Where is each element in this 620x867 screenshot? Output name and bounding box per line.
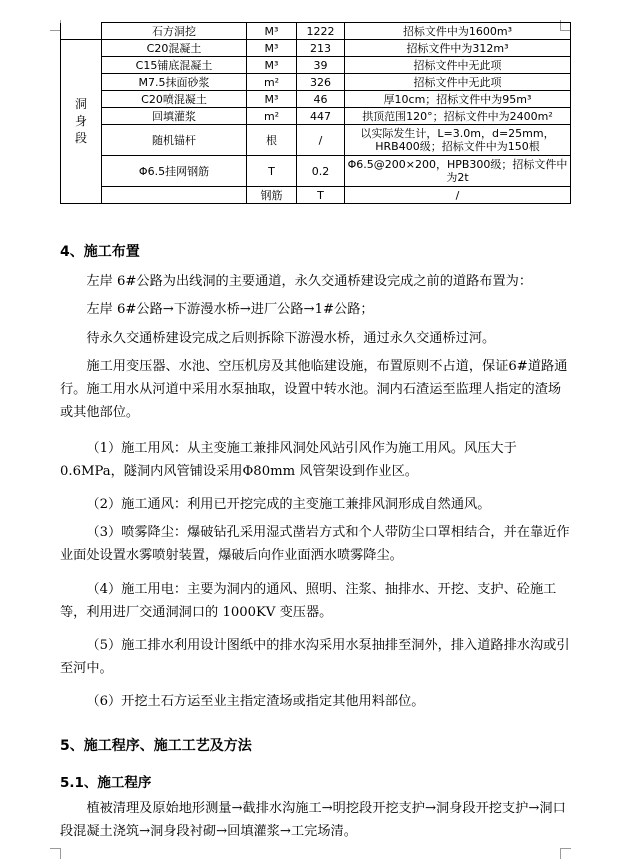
item-quantity: 39 — [297, 57, 345, 74]
paragraph: 左岸 6#公路→下游漫水桥→进厂公路→1#公路； — [86, 302, 374, 317]
item-unit: M³ — [247, 40, 297, 57]
paragraph: 植被清理及原始地形测量→截排水沟施工→明挖段开挖支护→洞身段开挖支护→洞口段混凝土浇筑→洞身段衬砌→回填灌浆→工完场清。 — [60, 801, 566, 839]
item-quantity: 213 — [297, 40, 345, 57]
item-unit: T — [247, 156, 297, 187]
table-cell — [61, 23, 102, 40]
item-name: 石方洞挖 — [102, 23, 247, 40]
item-name: 钢筋 — [247, 187, 297, 204]
item-quantity: 447 — [297, 108, 345, 125]
item-quantity: / — [345, 187, 571, 204]
item-unit: M³ — [247, 91, 297, 108]
table-row — [61, 57, 571, 74]
table-row — [61, 187, 571, 204]
paragraph: （2）施工通风：利用已开挖完成的主变施工兼排风洞形成自然通风。 — [86, 497, 491, 512]
item-name: 回填灌浆 — [102, 108, 247, 125]
table-row — [61, 108, 571, 125]
item-quantity: 1222 — [297, 23, 345, 40]
table-row — [61, 125, 571, 156]
table-cell — [102, 187, 247, 204]
item-name: C20混凝土 — [102, 40, 247, 57]
item-unit: m² — [247, 74, 297, 91]
crop-mark-bottom-right — [560, 848, 571, 859]
item-unit: 根 — [247, 125, 297, 156]
item-remark: 厚10cm；招标文件中为95m³ — [345, 91, 571, 108]
item-remark: 招标文件中无此项 — [345, 57, 571, 74]
item-name: Φ6.5挂网钢筋 — [102, 156, 247, 187]
paragraph: 施工用变压器、水池、空压机房及其他临建设施，布置原则不占道，保证6#道路通行。施工用水从河道中采用水泵抽取，设置中转水池。洞内石渣运至监理人指定的渣场或其他部位。 — [60, 359, 568, 420]
table-row — [61, 91, 571, 108]
item-name: M7.5抹面砂浆 — [102, 74, 247, 91]
paragraph: （6）开挖土石方运至业主指定渣场或指定其他用料部位。 — [86, 694, 425, 709]
item-name: C15铺底混凝土 — [102, 57, 247, 74]
item-name: 随机锚杆 — [102, 125, 247, 156]
item-remark: 以实际发生计，L=3.0m，d=25mm，HRB400级；招标文件中为150根 — [345, 125, 571, 156]
quantity-table — [60, 22, 571, 204]
group-label-cell — [61, 40, 102, 204]
item-unit: M³ — [247, 23, 297, 40]
item-name: C20喷混凝土 — [102, 91, 247, 108]
section-heading-5: 5、施工程序、施工工艺及方法 — [60, 738, 252, 754]
item-quantity: 0.2 — [297, 156, 345, 187]
paragraph: 左岸 6#公路为出线洞的主要通道，永久交通桥建设完成之前的道路布置为： — [86, 274, 533, 289]
table-row — [61, 23, 571, 40]
item-remark: 招标文件中为1600m³ — [345, 23, 571, 40]
item-remark: 招标文件中为312m³ — [345, 40, 571, 57]
item-remark: 招标文件中无此项 — [345, 74, 571, 91]
paragraph: 待永久交通桥建设完成之后则拆除下游漫水桥，通过永久交通桥过河。 — [86, 331, 496, 346]
item-unit: M³ — [247, 57, 297, 74]
item-remark: 拱顶范围120°；招标文件中为2400m² — [345, 108, 571, 125]
paragraph: （5）施工排水利用设计图纸中的排水沟采用水泵抽排至洞外，排入道路排水沟或引至河中。 — [60, 638, 570, 676]
group-label: 洞身段 — [75, 97, 88, 145]
paragraph: （1）施工用风：从主变施工兼排风洞处风站引风作为施工用风。风压大于0.6MPa，隧洞内风管铺设采用Φ80mm 风管架设到作业区。 — [60, 441, 517, 479]
item-quantity: 46 — [297, 91, 345, 108]
item-remark: Φ6.5@200×200，HPB300级；招标文件中为2t — [345, 156, 571, 187]
item-unit: T — [297, 187, 345, 204]
item-quantity: / — [297, 125, 345, 156]
subsection-heading-5-1: 5.1、施工程序 — [60, 775, 152, 791]
item-unit: m² — [247, 108, 297, 125]
paragraph: （3）喷雾降尘：爆破钻孔采用湿式凿岩方式和个人带防尘口罩相结合，并在靠近作业面处设置水雾喷射装置，爆破后向作业面洒水喷雾降尘。 — [60, 525, 570, 563]
section-heading-4: 4、施工布置 — [60, 244, 140, 260]
item-quantity: 326 — [297, 74, 345, 91]
table-row — [61, 74, 571, 91]
crop-mark-bottom-left — [50, 848, 61, 859]
table-row — [61, 40, 571, 57]
table-row — [61, 156, 571, 187]
paragraph: （4）施工用电：主要为洞内的通风、照明、注浆、抽排水、开挖、支护、砼施工等，利用进厂交通洞洞口的 1000KV 变压器。 — [60, 582, 557, 620]
